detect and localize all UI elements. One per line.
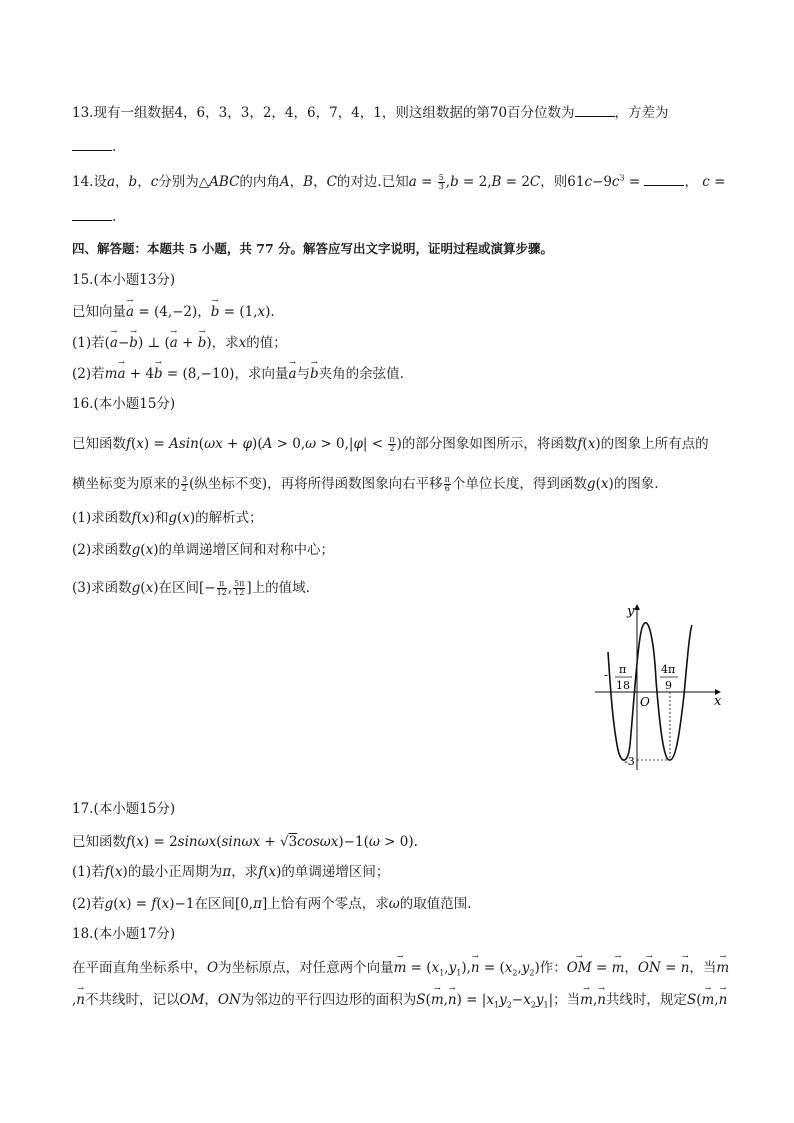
- left-tick-num: π: [619, 663, 627, 676]
- q16-part1: (1)求函数f(x)和g(x)的解析式；: [72, 510, 263, 526]
- q18-text-e: 不共线时，记以: [85, 992, 180, 1008]
- fraction: $\frac{5\pi}{12}$: [234, 579, 245, 597]
- q16-part3-text: (3)求函数: [72, 580, 132, 596]
- right-tick-num: 4π: [661, 663, 676, 676]
- q18-text-c: 作：: [539, 960, 567, 976]
- q16-title: 16.(本小题15分): [72, 396, 176, 412]
- period: .: [112, 139, 117, 155]
- section-heading: 四、解答题：本题共 5 小题，共 77 分。解答应写出文字说明，证明过程或演算步骤。: [72, 241, 554, 256]
- q16-part1-text: (1)求函数: [72, 510, 132, 526]
- fraction: $\frac{5}{3}$: [438, 173, 444, 191]
- q17-intro: 已知函数f(x) = 2sinωx(sinωx + √3cosωx)−1(ω > 0).: [72, 834, 418, 850]
- period: .: [112, 209, 117, 225]
- q15-intro: 已知向量→ a = (4,−2)，→ b = (1,x).: [72, 306, 275, 320]
- q14-text-b: 分别为: [158, 174, 199, 190]
- q16-text-e: (纵坐标不变)，再将所得函数图象向右平移: [189, 476, 443, 492]
- q17-part1-text-d: 的单调递增区间；: [281, 864, 390, 880]
- q14-line1: 14.设a，b，c分别为△ABC的内角A，B，C的对边.已知a = $\frac{5}{3}$ ,b = 2,B = 2C，则$61c-9c^3$ = ， c =: [72, 173, 726, 191]
- answer-blank[interactable]: [72, 140, 112, 151]
- origin-label: O: [640, 695, 650, 709]
- q15-part1-text: (1)若: [72, 335, 105, 351]
- min-label: -3: [624, 755, 635, 768]
- q15-part1-text-c: 的值；: [246, 335, 287, 351]
- q16-line1: 已知函数f(x) = Asin(ωx + φ)(A > 0,ω > 0,|φ| < $\frac{\pi}{2}$ )的部分图象如图所示，将函数f(x)的图象上所有点的: [72, 435, 709, 453]
- q16-text-d: 横坐标变为原来的: [72, 476, 180, 492]
- q16-text-g: 的图象.: [613, 476, 659, 492]
- q15-intro-text: 已知向量: [72, 304, 126, 320]
- answer-blank[interactable]: [575, 106, 615, 117]
- q17-part1-text: (1)若: [72, 864, 105, 880]
- q16-part3-text-c: 上的值域.: [251, 580, 310, 596]
- fraction: $\frac{\pi}{6}$: [444, 475, 450, 493]
- q16-part3: (3)求函数g(x)在区间[− $\frac{\pi}{12}$ , $\frac{5\pi}{12}$ ]上的值域.: [72, 579, 310, 597]
- q17-part1: (1)若f(x)的最小正周期为π，求f(x)的单调递增区间；: [72, 864, 390, 880]
- q16-text-c: 的图象上所有点的: [600, 436, 709, 452]
- q18-line1: 在平面直角坐标系中，O为坐标原点，对任意两个向量→ $m = (x_1,y_1),\to n = (x_2,y_2)$作：→ OM = → m，→ ON = → n，当→ m: [72, 962, 729, 978]
- right-tick-den: 9: [665, 679, 672, 692]
- q17-part2-text-b: 在区间: [194, 896, 235, 912]
- function-graph: [590, 600, 730, 775]
- q15-part1: (1)若(→ a−→ b) ⊥ (→ a + → b)，求x的值；: [72, 337, 287, 351]
- q16-text-f: 个单位长度，得到函数: [451, 476, 587, 492]
- q18-text-d: ，当: [689, 960, 717, 976]
- q17-part2-text-c: 上恰有两个零点，求: [267, 896, 389, 912]
- q16-part2-text-b: 的单调递增区间和对称中心；: [158, 542, 334, 558]
- q14-text-c: 的内角: [239, 174, 280, 190]
- q15-part2: (2)若m→ a + 4→ b = (8,−10)，求向量→ a与→ b夹角的余弦值.: [72, 368, 404, 382]
- q14-text-d: 的对边.已知: [336, 174, 409, 190]
- answer-blank[interactable]: [644, 175, 684, 186]
- q18-line2: ,→ n不共线时，记以OM，ON为邻边的平行四边形的面积为$S(\to m,\to n) = |x_1y_2-x_2y_1|$；当→ m,→ n共线时，规定S(→ m,→ n: [72, 994, 727, 1010]
- q18-text-b: 为坐标原点，对任意两个向量: [218, 960, 394, 976]
- q15-part2-text-c: 与: [296, 366, 311, 382]
- q16-part1-text-c: 的解析式；: [195, 510, 263, 526]
- left-tick-den: 18: [616, 679, 630, 692]
- q17-part2-text: (2)若: [72, 896, 105, 912]
- q13-line1: [72, 106, 669, 121]
- q16-line2: 横坐标变为原来的 $\frac{3}{2}$ (纵坐标不变)，再将所得函数图象向右平移 $\frac{\pi}{6}$ 个单位长度，得到函数g(x)的图象.: [72, 475, 659, 493]
- q18-text-g: ；当: [553, 992, 581, 1008]
- answer-blank[interactable]: [72, 210, 112, 221]
- q13-line2: [72, 140, 116, 155]
- q16-part1-text-b: 和: [154, 510, 169, 526]
- q14-line2: [72, 210, 116, 225]
- q17-part1-text-b: 的最小正周期为: [127, 864, 223, 880]
- q13-text: 13.现有一组数据4，6，3，3，2，4，6，7，4，1，则这组数据的第70百分位数为: [72, 105, 575, 121]
- q16-part2: (2)求函数g(x)的单调递增区间和对称中心；: [72, 542, 334, 558]
- q16-part2-text: (2)求函数: [72, 542, 132, 558]
- q15-part2-text: (2)若: [72, 366, 105, 382]
- q15-part2-text-d: 夹角的余弦值.: [318, 366, 404, 382]
- q14-text: 14.设: [72, 174, 107, 190]
- comma: ，: [684, 174, 698, 190]
- q17-title: 17.(本小题15分): [72, 801, 176, 817]
- q15-part2-text-b: ，求向量: [234, 366, 289, 382]
- q15-title: 15.(本小题13分): [72, 272, 176, 288]
- q16-text: 已知函数: [72, 436, 126, 452]
- q17-part2: (2)若g(x) = f(x)−1在区间[0,π]上恰有两个零点，求ω的取值范围.: [72, 896, 472, 912]
- q18-title: 18.(本小题17分): [72, 926, 176, 942]
- q14-text-e: ，则: [540, 174, 568, 190]
- y-axis-label: y: [627, 604, 635, 619]
- fraction: $\frac{3}{2}$: [182, 475, 188, 493]
- fraction: $\frac{\pi}{2}$: [389, 435, 395, 453]
- q17-part2-text-d: 的取值范围.: [399, 896, 472, 912]
- fraction: $\frac{\pi}{12}$: [216, 579, 227, 597]
- q13-text-b: ，方差为: [614, 105, 669, 121]
- x-axis-label: x: [714, 694, 722, 709]
- q16-part3-text-b: 在区间: [158, 580, 199, 596]
- q18-text: 在平面直角坐标系中，: [72, 960, 207, 976]
- q18-text-f: 为邻边的平行四边形的面积为: [240, 992, 417, 1008]
- q18-text-h: 共线时，规定: [605, 992, 687, 1008]
- q15-part1-text-b: ，求: [211, 335, 239, 351]
- q16-text-b: 的部分图象如图所示，将函数: [401, 436, 578, 452]
- q17-intro-text: 已知函数: [72, 834, 126, 850]
- left-tick-sign: -: [604, 668, 609, 682]
- q17-part1-text-c: ，求: [231, 864, 259, 880]
